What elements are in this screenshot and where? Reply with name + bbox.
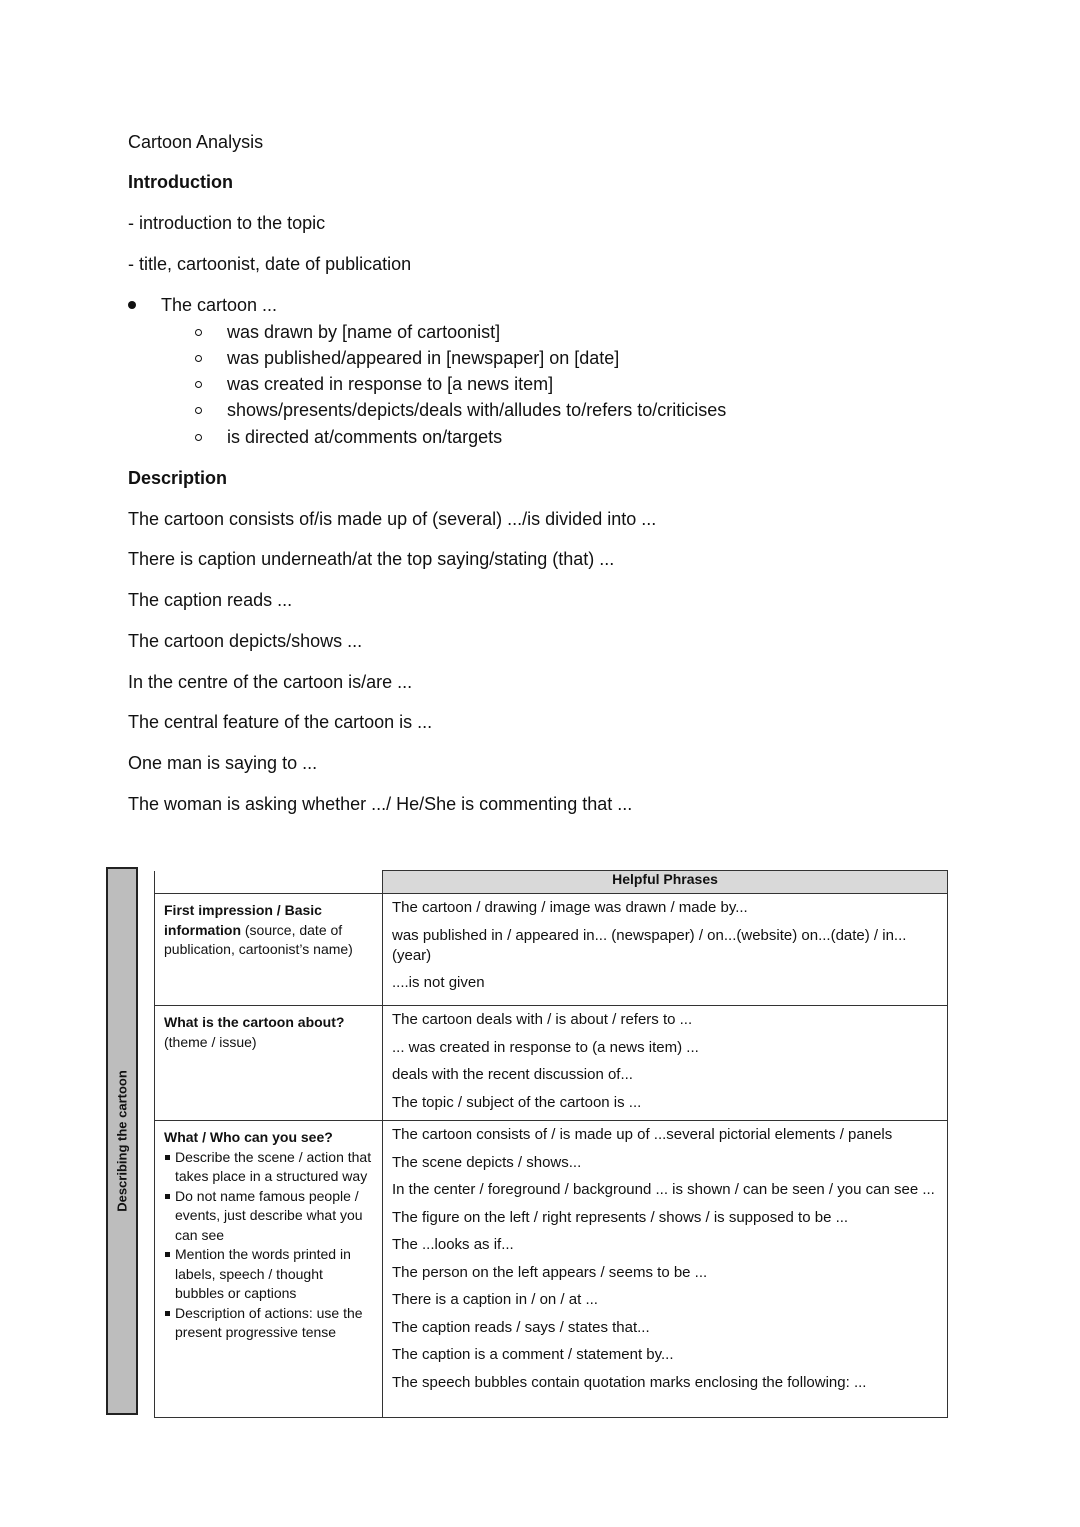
phrases-cell: [383, 1121, 948, 1418]
circle-bullet-icon: [195, 381, 202, 388]
phrase: deals with the recent discussion of...: [392, 1066, 633, 1083]
tips-list: [164, 1148, 374, 1343]
phrase: The caption is a comment / statement by...: [392, 1346, 674, 1363]
circle-bullet-icon: [195, 434, 202, 441]
phrase: ... was created in response to (a news item) ...: [392, 1038, 699, 1056]
circle-bullet-icon: [195, 355, 202, 362]
row-topic: What / Who can you see?: [164, 1129, 333, 1145]
description-heading: Description: [128, 468, 228, 488]
header-blank-cell: [155, 871, 383, 894]
side-label-bar: [106, 867, 138, 1415]
phrase: The cartoon deals with / is about / refers to ...: [392, 1011, 693, 1028]
introduction-heading: Introduction: [128, 172, 233, 192]
description-line: There is caption underneath/at the top saying/stating (that) ...: [128, 549, 615, 569]
description-line: The woman is asking whether .../ He/She is commenting that ...: [128, 794, 633, 814]
row-topic-detail: (source, date of publication, cartoonist’s name): [164, 921, 353, 957]
document-title: Cartoon Analysis: [128, 132, 264, 152]
phrase: In the center / foreground / background ... is shown / can be seen / you can see ...: [392, 1181, 935, 1198]
phrase: The cartoon / drawing / image was drawn / made by...: [392, 899, 748, 916]
bullet-text: The cartoon ...: [161, 295, 278, 315]
intro-point: - introduction to the topic: [128, 213, 326, 233]
table-row: [155, 1121, 948, 1418]
sub-item: was created in response to [a news item]: [227, 374, 554, 394]
phrase: The caption reads / says / states that...: [392, 1318, 650, 1336]
phrase: The speech bubbles contain quotation marks enclosing the following: ...: [392, 1373, 867, 1391]
description-line: The cartoon consists of/is made up of (several) .../is divided into ...: [128, 509, 657, 529]
row-topic-cell: [155, 1006, 383, 1121]
table-row: [155, 1006, 948, 1121]
sub-item: is directed at/comments on/targets: [227, 427, 503, 447]
circle-bullet-icon: [195, 329, 202, 336]
phrase: was published in / appeared in... (newspaper) / on...(website) on...(date) / in...(year): [392, 926, 907, 964]
row-topic-detail: (theme / issue): [164, 1033, 257, 1050]
description-line: The caption reads ...: [128, 590, 293, 610]
tip-item: Describe the scene / action that takes place in a structured way: [164, 1148, 374, 1187]
table-header-row: [155, 871, 948, 894]
intro-point: - title, cartoonist, date of publication: [128, 254, 412, 274]
row-topic-cell: [155, 1121, 383, 1418]
tip-item: Do not name famous people / events, just describe what you can see: [164, 1187, 374, 1246]
description-line: The central feature of the cartoon is ...: [128, 712, 433, 732]
phrase: ....is not given: [392, 974, 485, 991]
phrase: The figure on the left / right represents / shows / is supposed to be ...: [392, 1208, 849, 1226]
sub-item: was published/appeared in [newspaper] on [date]: [227, 348, 620, 368]
sub-item: was drawn by [name of cartoonist]: [227, 322, 501, 342]
phrase: The cartoon consists of / is made up of ...several pictorial elements / panels: [392, 1126, 893, 1143]
description-line: One man is saying to ...: [128, 753, 318, 773]
description-line: The cartoon depicts/shows ...: [128, 631, 363, 651]
phrase: The ...looks as if...: [392, 1236, 514, 1253]
row-topic: First impression / Basic information: [164, 902, 322, 938]
circle-bullet-icon: [195, 407, 202, 414]
bullet-dot-icon: [128, 301, 136, 309]
phrase: The scene depicts / shows...: [392, 1153, 582, 1171]
row-topic-cell: [155, 894, 383, 1006]
tip-item: Mention the words printed in labels, speech / thought bubbles or captions: [164, 1245, 374, 1304]
tip-item: Description of actions: use the present progressive tense: [164, 1304, 374, 1343]
phrase: The topic / subject of the cartoon is ...: [392, 1093, 642, 1111]
phrase: The person on the left appears / seems to be ...: [392, 1263, 708, 1281]
phrases-cell: [383, 1006, 948, 1121]
helpful-phrases-table: [154, 870, 948, 1418]
side-label: Describing the cartoon: [114, 1070, 130, 1212]
table-row: [155, 894, 948, 1006]
table-header: Helpful Phrases: [383, 871, 948, 894]
phrase: There is a caption in / on / at ...: [392, 1291, 598, 1308]
description-line: In the centre of the cartoon is/are ...: [128, 672, 413, 692]
row-topic: What is the cartoon about?: [164, 1014, 345, 1030]
phrases-cell: [383, 894, 948, 1006]
sub-item: shows/presents/depicts/deals with/alludes to/refers to/criticises: [227, 400, 727, 420]
